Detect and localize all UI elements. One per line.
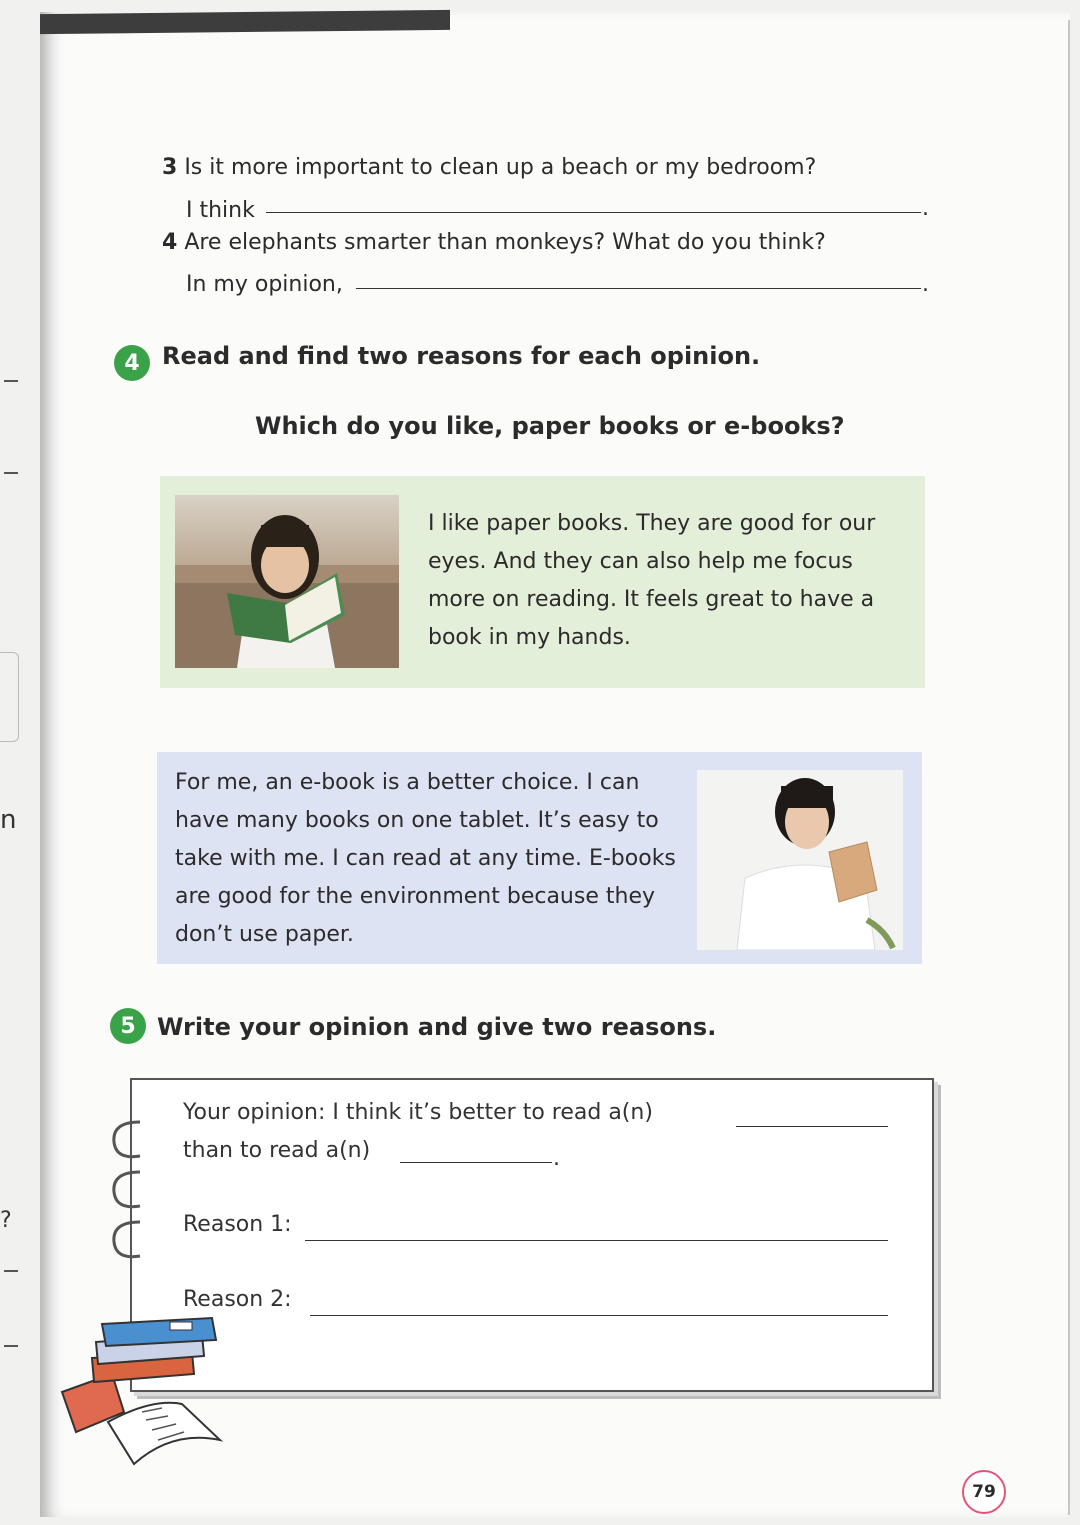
section-5-title: Write your opinion and give two reasons. bbox=[157, 1013, 717, 1041]
reason-1-blank[interactable] bbox=[305, 1240, 888, 1241]
margin-dash bbox=[4, 472, 18, 474]
question-3-period: . bbox=[922, 196, 929, 221]
opinion-line-1: Your opinion: I think it’s better to read a(n) bbox=[183, 1100, 653, 1125]
reason-2-label: Reason 2: bbox=[183, 1287, 292, 1312]
question-3-number: 3 bbox=[162, 155, 178, 180]
question-4-period: . bbox=[922, 272, 929, 297]
section-4-badge: 4 bbox=[114, 345, 150, 381]
question-4-number: 4 bbox=[162, 230, 178, 255]
section-5-badge: 5 bbox=[110, 1008, 146, 1044]
section-4-title: Read and find two reasons for each opinion. bbox=[162, 342, 761, 370]
question-4-prompt: In my opinion, bbox=[186, 272, 343, 297]
margin-question-mark: ? bbox=[0, 1208, 12, 1233]
opinion-line-2: than to read a(n) bbox=[183, 1138, 371, 1163]
opinion-period: . bbox=[553, 1146, 560, 1171]
margin-dash bbox=[4, 1270, 18, 1272]
margin-dash bbox=[4, 1345, 18, 1347]
book-stack-icon bbox=[52, 1312, 232, 1472]
photo-man-with-tablet bbox=[697, 770, 903, 950]
question-4-text: Are elephants smarter than monkeys? What do you think? bbox=[184, 230, 826, 255]
answer-blank-4[interactable] bbox=[356, 288, 921, 289]
reason-1-label: Reason 1: bbox=[183, 1212, 292, 1237]
margin-dash bbox=[4, 380, 18, 382]
page-right-edge bbox=[1068, 20, 1070, 1515]
opinion-blank-1[interactable] bbox=[736, 1126, 888, 1127]
photo-girl-reading bbox=[175, 495, 399, 668]
question-3-text: Is it more important to clean up a beach or my bedroom? bbox=[184, 155, 817, 180]
question-3-prompt: I think bbox=[186, 198, 255, 223]
margin-letter: n bbox=[0, 805, 17, 835]
question-3 bbox=[162, 155, 816, 180]
margin-box-edge bbox=[0, 652, 19, 742]
opinion-blank-2[interactable] bbox=[400, 1162, 552, 1163]
reason-2-blank[interactable] bbox=[310, 1315, 888, 1316]
section-4-question: Which do you like, paper books or e-books? bbox=[255, 412, 845, 440]
page-number: 79 bbox=[962, 1470, 1006, 1514]
notebook-rings-icon bbox=[104, 1112, 154, 1262]
question-4 bbox=[162, 230, 826, 255]
answer-blank-3[interactable] bbox=[266, 212, 921, 213]
opinion-e-books-text: For me, an e-book is a better choice. I can have many books on one tablet. It’s easy to take with me. I can read at any time. E-books are good for the environment because they don’t use paper. bbox=[175, 770, 676, 947]
opinion-paper-books-text: I like paper books. They are good for our eyes. And they can also help me focus more on reading. It feels great to have a book in my hands. bbox=[428, 511, 876, 650]
